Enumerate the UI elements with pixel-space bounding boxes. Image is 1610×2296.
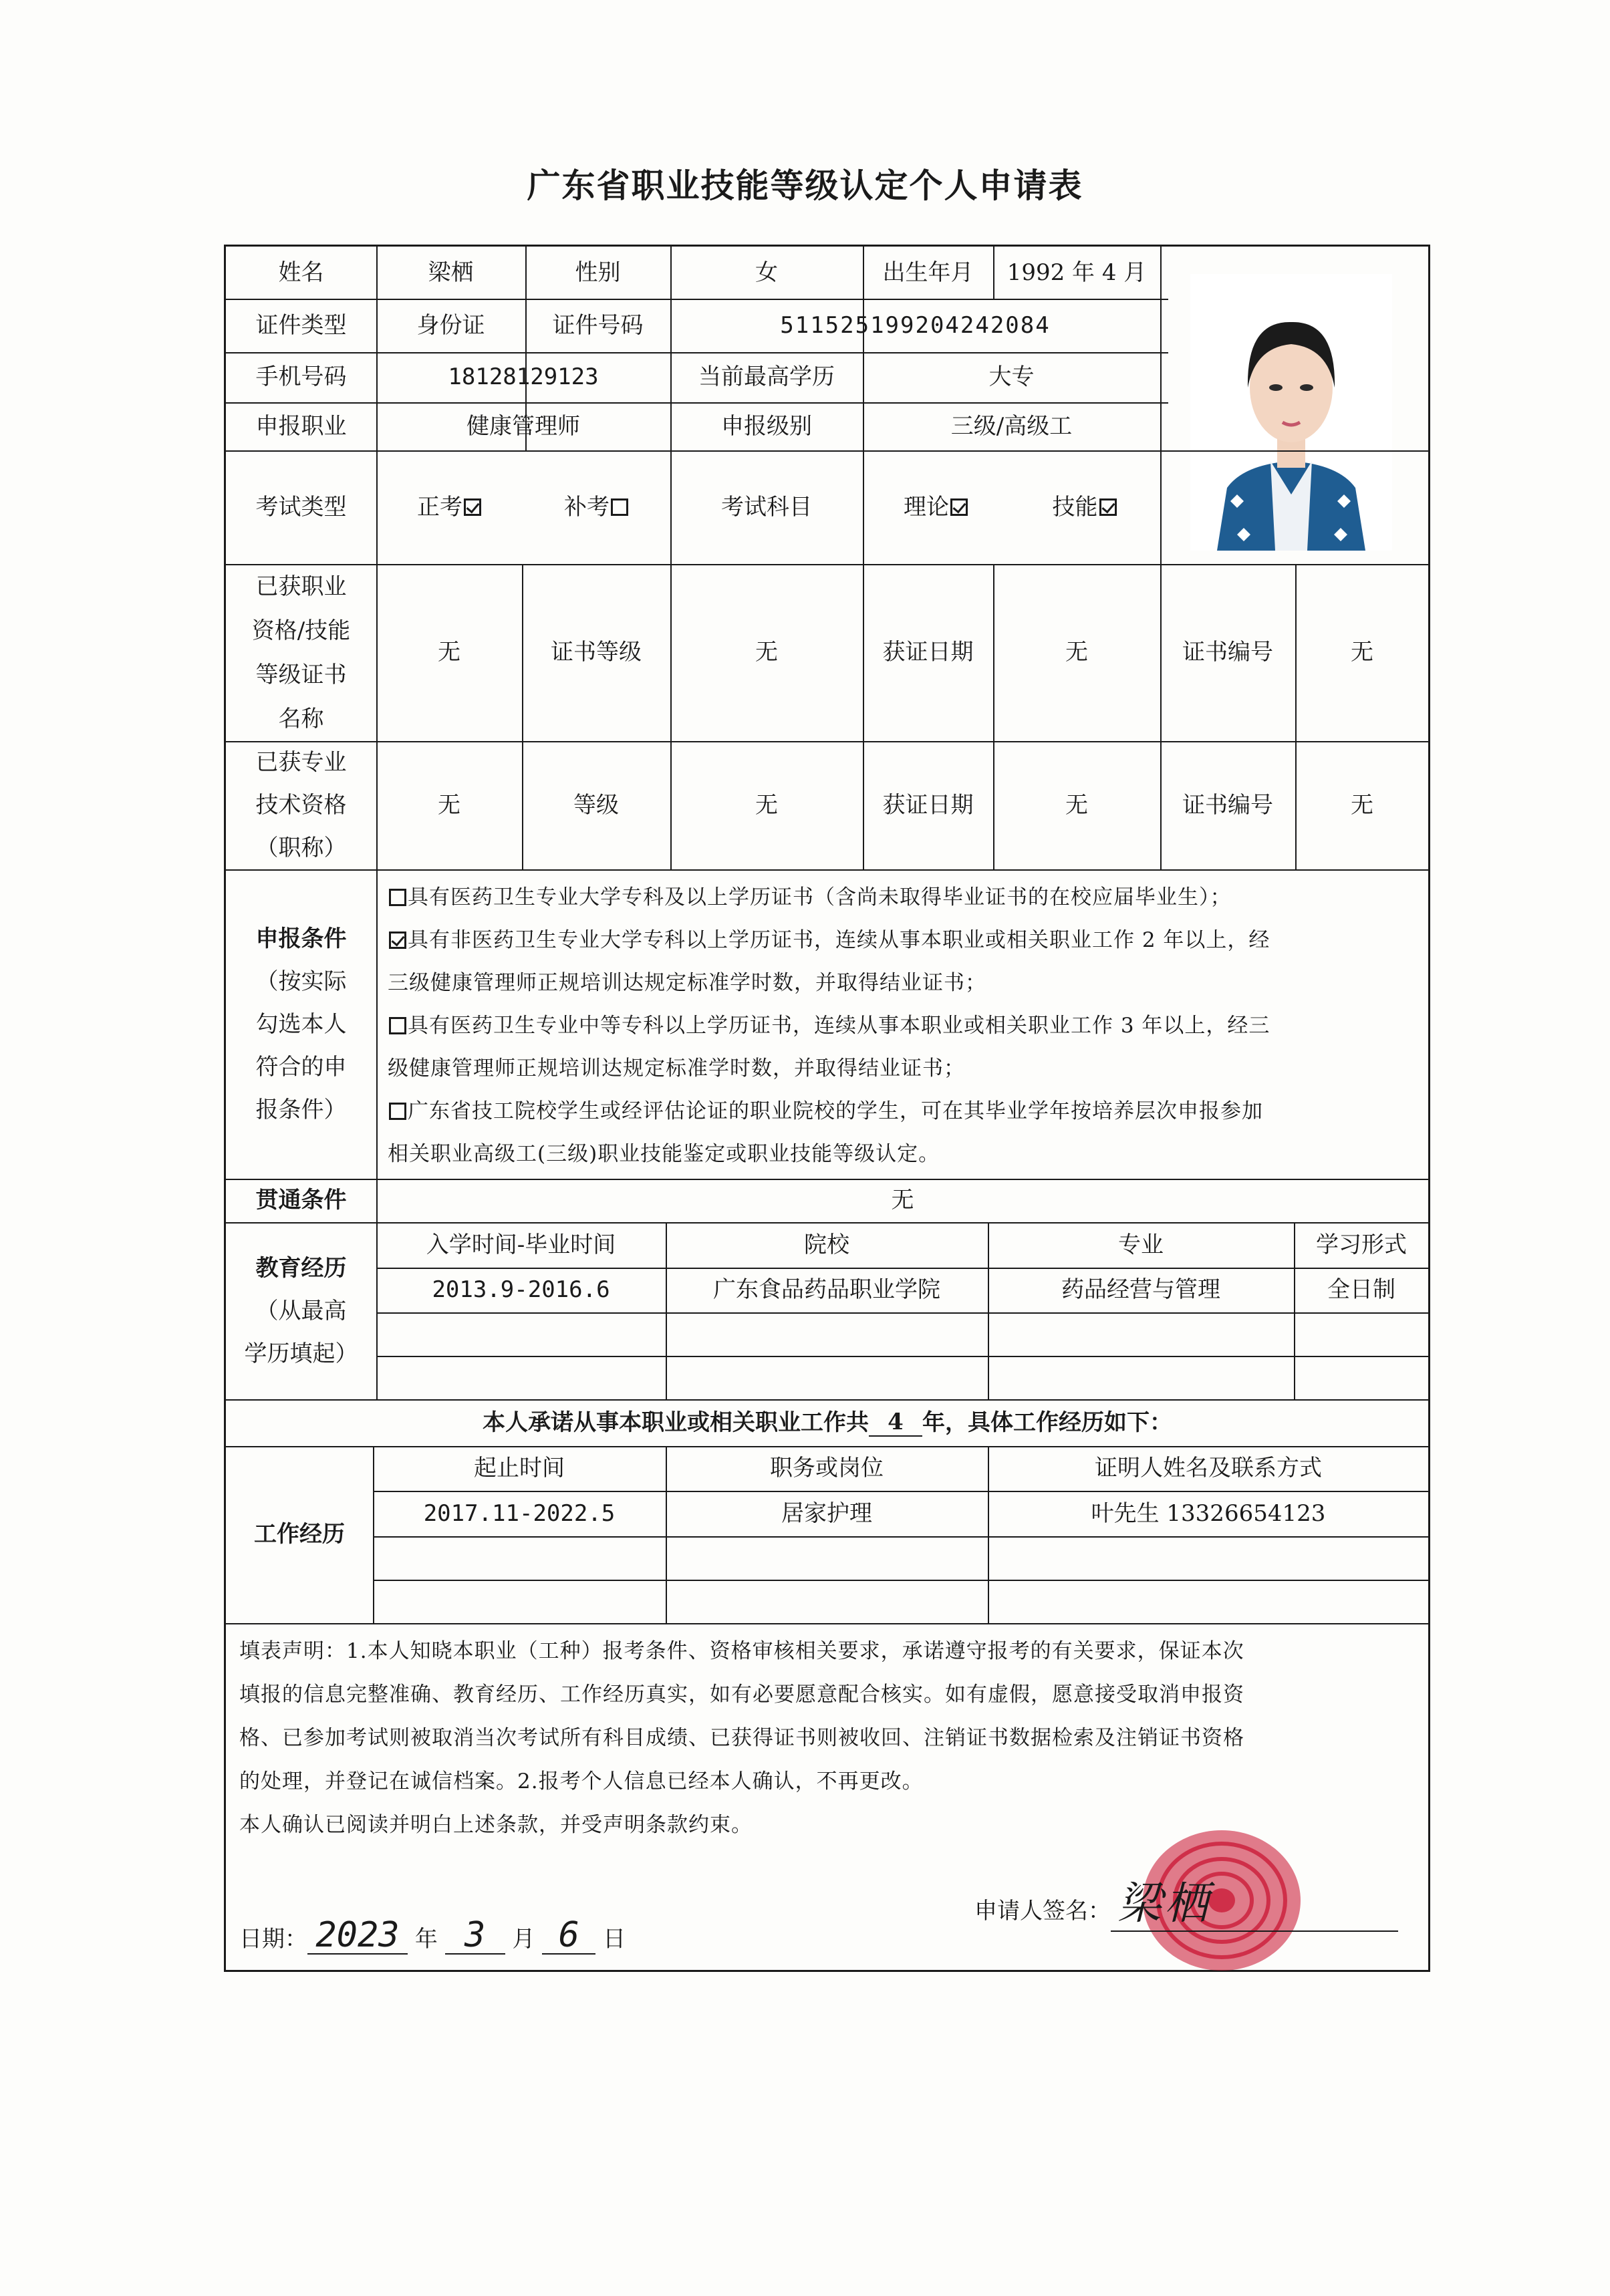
edu-row-major[interactable]: 药品经营与管理	[1061, 1276, 1220, 1303]
declaration-line: 格、已参加考试则被取消当次考试所有科目成绩、已获得证书则被收回、注销证书数据检索及注销证书资格	[239, 1726, 1244, 1750]
condition-checkbox-2[interactable]	[389, 931, 406, 949]
cert-label-line: 已获职业	[255, 573, 347, 600]
work-header-reference: 证明人姓名及联系方式	[1095, 1455, 1322, 1481]
exam-skill-checkbox[interactable]	[1099, 498, 1117, 516]
conditions-label-line: （按实际	[255, 968, 347, 995]
through-value[interactable]: 无	[891, 1187, 914, 1213]
edu-header-mode: 学习形式	[1316, 1231, 1407, 1258]
declaration-line: 的处理，并登记在诚信档案。2.报考个人信息已经本人确认，不再更改。	[239, 1769, 924, 1793]
title-cert-number-label: 证书编号	[1182, 791, 1273, 819]
date-year-unit: 年	[414, 1926, 438, 1953]
cert-level-value[interactable]: 无	[755, 639, 778, 666]
cert-number-label: 证书编号	[1182, 639, 1273, 666]
condition-text: 相关职业高级工(三级)职业技能鉴定或职业技能等级认定。	[388, 1142, 940, 1166]
cert-label-line: 资格/技能	[251, 617, 351, 644]
declaration-line: 本人确认已阅读并明白上述条款，并受声明条款约束。	[239, 1813, 753, 1837]
education-label-line: 教育经历	[255, 1254, 347, 1282]
id-type-label: 证件类型	[255, 311, 347, 339]
title-cert-level-value[interactable]: 无	[755, 791, 778, 819]
title-cert-name-value[interactable]: 无	[438, 791, 460, 819]
exam-theory-checkbox[interactable]	[950, 498, 968, 516]
education-value[interactable]: 大专	[988, 364, 1035, 390]
condition-text: 级健康管理师正规培训达规定标准学时数，并取得结业证书；	[388, 1056, 965, 1081]
exam-subject-label: 考试科目	[721, 493, 812, 521]
declaration	[239, 1630, 1419, 1847]
cert-label	[226, 564, 376, 741]
work-row-period[interactable]: 2017.11-2022.5	[423, 1499, 616, 1527]
cert-date-label: 获证日期	[882, 639, 974, 666]
work-pledge	[226, 1399, 1429, 1446]
birth-value[interactable]: 1992 年 4 月	[1007, 259, 1147, 286]
cert-date-value[interactable]: 无	[1065, 639, 1088, 666]
date-area	[239, 1917, 626, 1959]
cert-level-label: 证书等级	[551, 639, 642, 666]
work-history-label: 工作经历	[254, 1521, 345, 1548]
title-cert-date-label: 获证日期	[882, 791, 974, 819]
date-day[interactable]: 6	[542, 1917, 595, 1955]
phone-value[interactable]: 18128129123	[448, 364, 599, 390]
title-cert-level-label: 等级	[573, 791, 619, 819]
id-number-label: 证件号码	[552, 311, 644, 339]
education-label-line: 学历填起）	[244, 1340, 358, 1367]
form-title: 广东省职业技能等级认定个人申请表	[527, 166, 1083, 205]
work-pledge-suffix: 年，具体工作经历如下：	[922, 1409, 1172, 1436]
condition-text: 三级健康管理师正规培训达规定标准学时数，并取得结业证书；	[388, 971, 986, 995]
exam-skill[interactable]	[1010, 450, 1160, 564]
application-form	[224, 245, 1430, 1972]
signature-value[interactable]: 梁栖	[1111, 1877, 1398, 1932]
birth-label: 出生年月	[882, 259, 974, 286]
conditions-label-line: 勾选本人	[255, 1010, 347, 1038]
exam-type-label: 考试类型	[255, 493, 347, 521]
condition-checkbox-1[interactable]	[389, 889, 406, 906]
level-label: 申报级别	[721, 412, 812, 440]
exam-makeup[interactable]	[523, 450, 670, 564]
gender-label: 性别	[575, 259, 621, 286]
edu-header-major: 专业	[1118, 1231, 1164, 1258]
work-header-period: 起止时间	[474, 1455, 565, 1481]
exam-theory[interactable]	[863, 450, 1010, 564]
cert-number-value[interactable]: 无	[1351, 639, 1373, 666]
work-row-position[interactable]: 居家护理	[781, 1499, 872, 1527]
education-label-line: （从最高	[255, 1297, 347, 1324]
cert-name-value[interactable]: 无	[438, 639, 460, 666]
conditions-label-line: 申报条件	[255, 925, 347, 952]
name-value[interactable]: 梁栖	[428, 259, 474, 286]
edu-header-period: 入学时间-毕业时间	[426, 1231, 616, 1258]
exam-regular[interactable]	[376, 450, 523, 564]
declaration-line: 填表声明：1.本人知晓本职业（工种）报考条件、资格审核相关要求，承诺遵守报考的有关要求，保证本次	[239, 1639, 1244, 1663]
condition-option-3[interactable]	[388, 1004, 1424, 1047]
education-label: 当前最高学历	[698, 364, 835, 390]
title-cert-label-line: 技术资格	[255, 792, 347, 819]
id-type-value[interactable]: 身份证	[416, 311, 485, 339]
title-cert-label	[226, 741, 376, 869]
id-number-value[interactable]: 511525199204242084	[780, 311, 1051, 339]
date-day-unit: 日	[603, 1926, 626, 1953]
signature-label: 申请人签名：	[974, 1898, 1111, 1924]
declaration-line: 填报的信息完整准确、教育经历、工作经历真实，如有必要愿意配合核实。如有虚假，愿意接受取消申报资	[239, 1683, 1244, 1707]
date-month[interactable]: 3	[445, 1917, 505, 1955]
signature-area	[974, 1877, 1398, 1938]
edu-row-mode[interactable]: 全日制	[1327, 1276, 1395, 1303]
condition-text: 具有医药卫生专业中等专科以上学历证书，连续从事本职业或相关职业工作 3 年以上，经三	[408, 1014, 1270, 1038]
title-cert-date-value[interactable]: 无	[1065, 791, 1088, 819]
condition-checkbox-4[interactable]	[389, 1103, 406, 1120]
condition-text: 具有医药卫生专业大学专科及以上学历证书（含尚未取得毕业证书的在校应届毕业生）；	[408, 885, 1232, 909]
edu-header-school: 院校	[804, 1231, 849, 1258]
work-row-reference[interactable]: 叶先生 13326654123	[1091, 1499, 1326, 1527]
condition-text: 广东省技工院校学生或经评估论证的职业院校的学生，可在其毕业学年按培养层次申报参加	[408, 1099, 1263, 1123]
cert-label-line: 名称	[278, 705, 324, 732]
title-cert-label-line: （职称）	[255, 835, 347, 861]
date-label: 日期：	[239, 1926, 307, 1953]
edu-row-school[interactable]: 广东食品药品职业学院	[713, 1276, 940, 1303]
condition-option-1[interactable]	[388, 876, 1424, 919]
conditions-label	[226, 869, 376, 1179]
condition-text: 具有非医药卫生专业大学专科以上学历证书，连续从事本职业或相关职业工作 2 年以上，经	[408, 928, 1270, 952]
exam-makeup-label: 补考	[564, 493, 610, 521]
conditions-options	[388, 876, 1424, 1175]
conditions-label-line: 报条件）	[255, 1096, 347, 1123]
date-month-unit: 月	[512, 1926, 535, 1953]
edu-row-period[interactable]: 2013.9-2016.6	[432, 1276, 610, 1303]
exam-regular-label: 正考	[417, 493, 462, 521]
work-header-position: 职务或岗位	[770, 1455, 884, 1481]
work-pledge-years[interactable]: 4	[869, 1409, 922, 1437]
exam-skill-label: 技能	[1052, 493, 1098, 521]
exam-regular-checkbox[interactable]	[464, 498, 481, 516]
date-year[interactable]: 2023	[307, 1917, 408, 1955]
condition-checkbox-3[interactable]	[389, 1017, 406, 1034]
condition-option-2[interactable]	[388, 919, 1424, 962]
condition-option-4[interactable]	[388, 1090, 1424, 1133]
name-label: 姓名	[278, 259, 324, 286]
title-cert-label-line: 已获专业	[255, 749, 347, 776]
cert-label-line: 等级证书	[255, 661, 347, 688]
conditions-label-line: 符合的申	[255, 1053, 347, 1081]
occupation-label: 申报职业	[255, 412, 347, 440]
through-label: 贯通条件	[255, 1187, 347, 1213]
phone-label: 手机号码	[255, 364, 347, 390]
exam-theory-label: 理论	[904, 493, 949, 521]
level-value[interactable]: 三级/高级工	[950, 412, 1073, 440]
exam-makeup-checkbox[interactable]	[611, 498, 628, 516]
occupation-value[interactable]: 健康管理师	[466, 412, 580, 440]
title-cert-number-value[interactable]: 无	[1351, 791, 1373, 819]
work-pledge-prefix: 本人承诺从事本职业或相关职业工作共	[483, 1409, 869, 1436]
education-history-label	[226, 1222, 376, 1399]
gender-value[interactable]: 女	[755, 259, 778, 286]
